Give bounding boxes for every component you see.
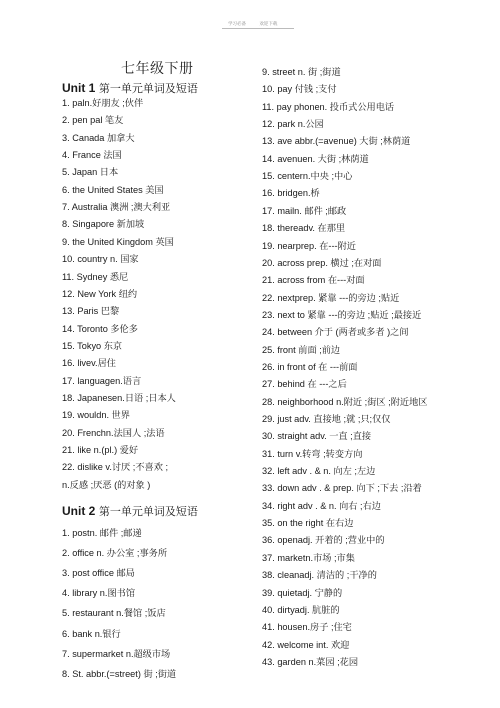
vocab-entry: 14. avenuen. 大街 ;林荫道 [262,153,369,164]
vocab-entry: 5. Japan 日本 [62,167,119,178]
vocab-entry: 42. welcome int. 欢迎 [262,639,350,650]
header-divider [222,28,294,29]
vocab-entry: 11. Sydney 悉尼 [62,271,129,282]
vocab-entry: 6. the United States 美国 [62,184,164,195]
vocab-entry: 28. neighborhood n.附近 ;街区 ;附近地区 [262,396,428,407]
vocab-entry: 17. languagen.语言 [62,375,142,386]
vocab-entry: 4. library n.图书馆 [62,588,136,599]
vocab-entry: 25. front 前面 ;前边 [262,344,341,355]
vocab-entry: 9. the United Kingdom 英国 [62,236,174,247]
unit1-heading-subtitle: 第一单元单词及短语 [95,82,198,95]
vocab-entry: 16. bridgen.桥 [262,188,320,199]
vocab-entry: n.反感 ;厌恶 (的对象 ) [62,479,151,490]
vocab-entry: 18. thereadv. 在那里 [262,223,346,234]
vocab-entry: 10. pay 付钱 ;支付 [262,84,337,95]
vocab-entry: 18. Japanesen.日语 ;日本人 [62,392,176,403]
vocab-entry: 1. paln.好朋友 ;伙伴 [62,98,144,108]
vocab-entry: 40. dirtyadj. 肮脏的 [262,604,340,615]
vocab-entry: 10. country n. 国家 [62,254,139,265]
vocab-entry: 2. pen pal 笔友 [62,115,124,126]
vocab-entry: 24. between 介于 (两者或多者 )之间 [262,327,409,338]
vocab-entry: 16. livev.居住 [62,358,116,369]
vocab-entry: 32. left adv . & n. 向左 ;左边 [262,466,376,477]
vocab-entry: 15. Tokyo 东京 [62,340,123,351]
vocab-entry: 38. cleanadj. 清洁的 ;干净的 [262,570,377,581]
unit2-heading-subtitle: 第一单元单词及短语 [95,505,198,518]
vocab-entry: 8. Singapore 新加坡 [62,219,145,230]
unit1-heading [62,80,198,96]
vocab-entry: 6. bank n.银行 [62,628,121,639]
vocab-entry: 22. nextprep. 紧靠 ---的旁边 ;贴近 [262,292,400,303]
vocab-entry: 37. marketn.市场 ;市集 [262,552,355,563]
vocab-entry: 11. pay phonen. 投币式公用电话 [262,101,395,112]
header-right-text: 欢迎下载 [259,22,278,27]
vocab-entry: 31. turn v.转弯 ;转变方向 [262,448,363,459]
vocab-entry: 5. restaurant n.餐馆 ;饭店 [62,608,166,619]
vocab-entry: 12. park n.公园 [262,119,324,130]
vocab-entry: 20. across prep. 横过 ;在对面 [262,257,382,268]
vocab-entry: 26. in front of 在 ---前面 [262,361,358,372]
vocab-entry: 21. like n.(pl.) 爱好 [62,445,139,455]
vocab-entry: 43. garden n.菜园 ;花园 [262,656,359,667]
vocab-entry: 23. next to 紧靠 ---的旁边 ;贴近 ;最接近 [262,309,422,320]
vocab-entry: 3. Canada 加拿大 [62,132,135,143]
unit2-heading [62,503,198,519]
vocab-entry: 30. straight adv. 一直 ;直接 [262,431,372,442]
unit2-heading-label: Unit 2 [62,504,96,518]
vocab-entry: 35. on the right 在右边 [262,518,354,529]
vocab-entry: 9. street n. 街 ;街道 [262,67,341,77]
vocab-entry: 36. openadj. 开着的 ;营业中的 [262,535,385,546]
vocab-entry: 15. centern.中央 ;中心 [262,171,353,182]
vocab-entry: 39. quietadj. 宁静的 [262,587,343,598]
unit1-heading-label: Unit 1 [62,81,96,95]
vocab-entry: 3. post office 邮局 [62,568,135,579]
vocab-entry: 21. across from 在---对面 [262,275,365,286]
vocab-entry: 29. just adv. 直接地 ;就 ;只;仅仅 [262,414,391,424]
vocab-entry: 17. mailn. 邮件 ;邮政 [262,205,347,216]
vocab-entry: 20. Frenchn.法国人 ;法语 [62,427,165,438]
vocab-entry: 33. down adv . & prep. 向下 ;下去 ;沿着 [262,483,422,494]
vocab-entry: 14. Toronto 多伦多 [62,323,138,334]
document-title: 七年级下册 [121,61,194,77]
vocab-entry: 13. Paris 巴黎 [62,306,120,317]
vocab-entry: 19. wouldn. 世界 [62,410,130,421]
page-header [228,21,288,27]
vocab-entry: 1. postn. 邮件 ;邮递 [62,528,142,538]
header-left-text: 学习必备 [228,22,246,27]
vocab-entry: 4. France 法国 [62,150,122,161]
vocab-entry: 12. New York 纽约 [62,288,138,299]
vocab-entry: 7. supermarket n.超级市场 [62,648,171,659]
vocab-entry: 8. St. abbr.(=street) 街 ;街道 [62,668,177,679]
vocab-entry: 19. nearprep. 在---附近 [262,240,356,251]
vocab-entry: 27. behind 在 ---之后 [262,379,347,390]
vocab-entry: 34. right adv . & n. 向右 ;右边 [262,500,381,511]
vocab-entry: 7. Australia 澳洲 ;澳大利亚 [62,202,171,213]
vocab-entry: 41. housen.房子 ;住宅 [262,622,352,633]
vocab-entry: 22. dislike v.讨厌 ;不喜欢 ; [62,462,169,473]
vocab-entry: 13. ave abbr.(=avenue) 大街 ;林荫道 [262,136,411,147]
vocab-entry: 2. office n. 办公室 ;事务所 [62,548,168,559]
